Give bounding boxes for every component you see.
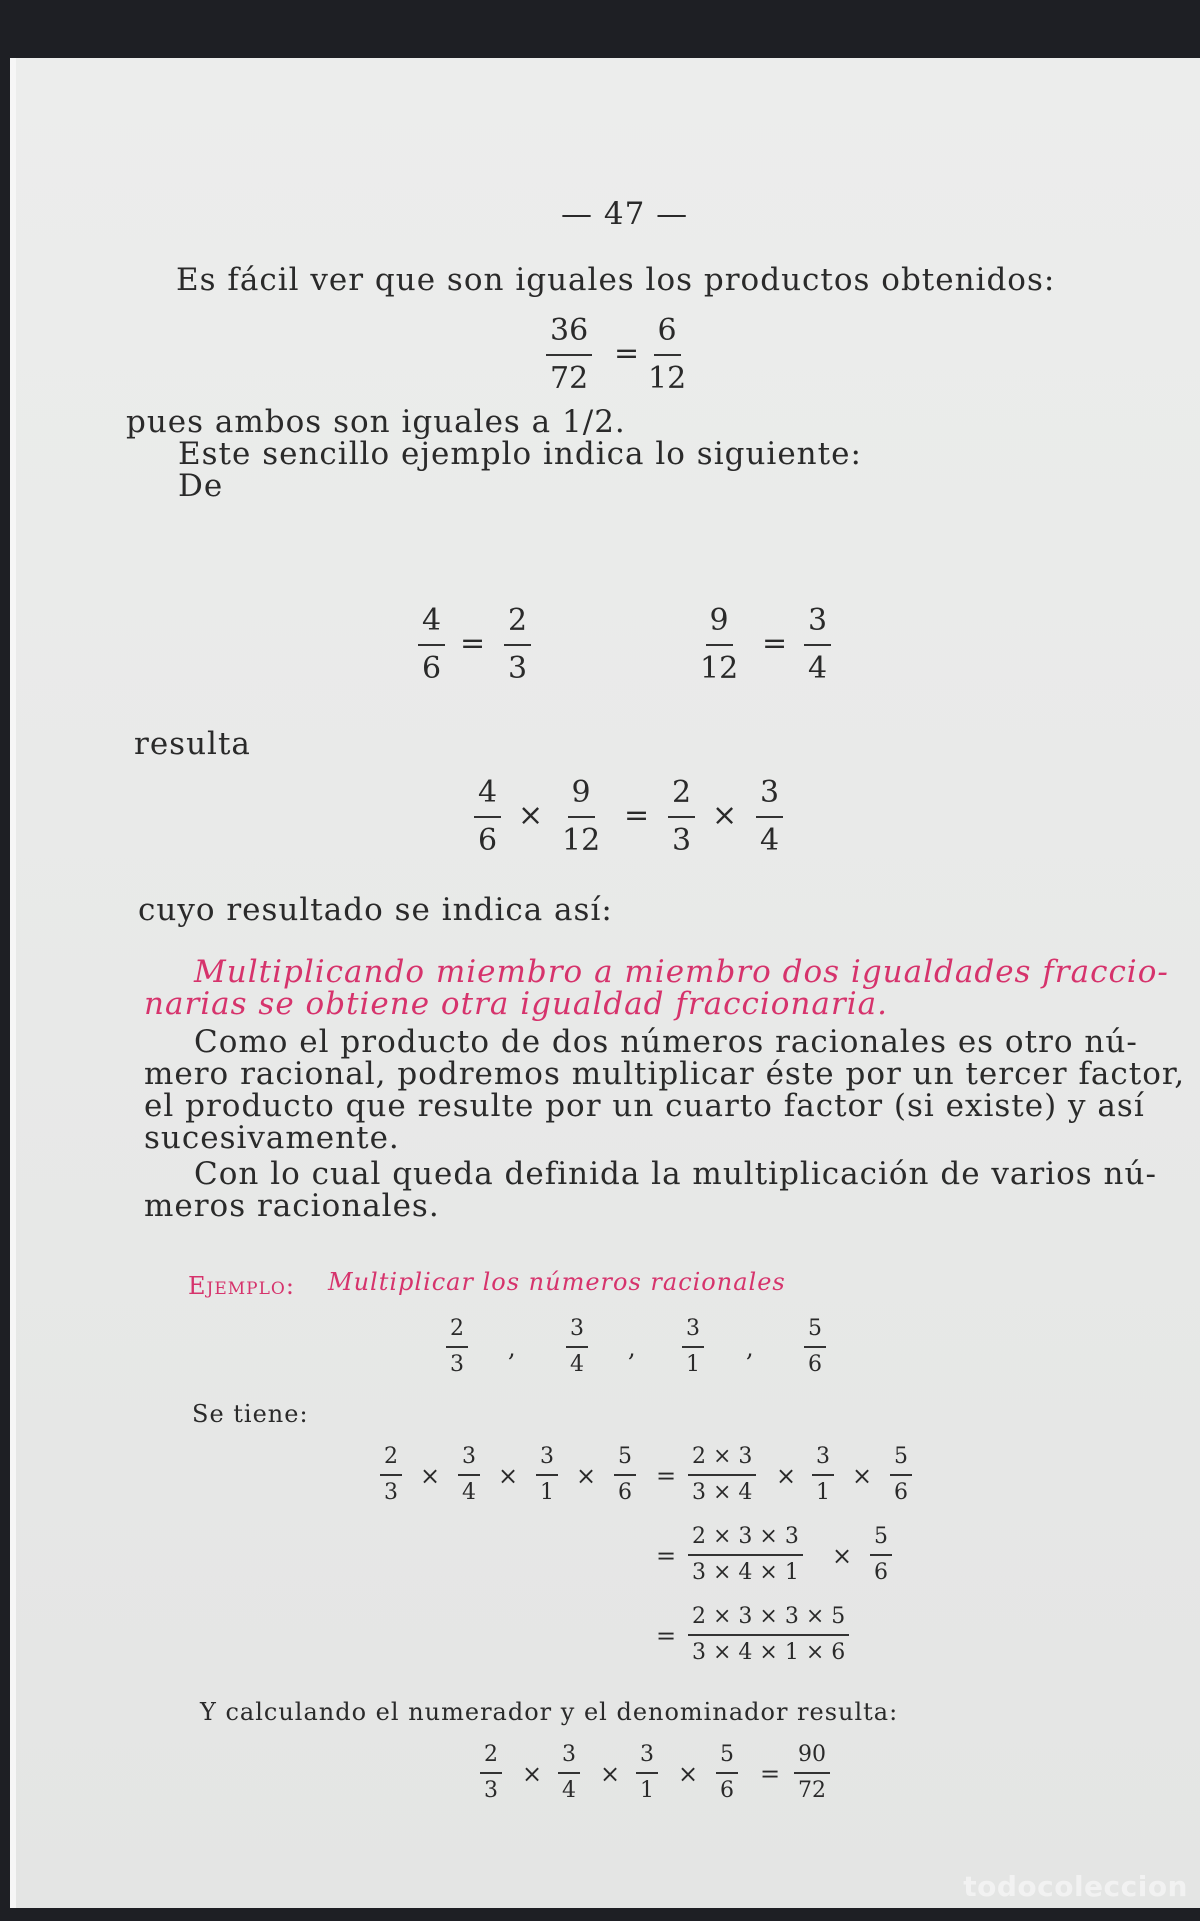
times-sign: × [518,798,544,833]
se-tiene: Se tiene: [192,1400,309,1428]
equals-sign: = [614,336,640,371]
fraction: $\frac{3}{4}$ [566,1318,588,1376]
equals-sign: = [762,626,788,661]
fraction: $\frac{4}{6}$ [418,606,445,684]
fraction: $\frac{2}{3}$ [668,778,695,856]
paragraph-6: cuyo resultado se indica así: [138,892,613,928]
rule-line-1: Multiplicando miembro a miembro dos igualdades fraccio- [194,954,1169,990]
fraction: $\frac{90}{72}$ [794,1744,830,1802]
times-sign: × [832,1542,853,1570]
fraction: $\frac{2 \times 3}{3 \times 4}$ [688,1446,756,1504]
rule-line-2: narias se obtiene otra igualdad fraccionaria. [144,986,888,1022]
page-number: — 47 — [561,196,689,232]
fraction: $\frac{5}{6}$ [890,1446,912,1504]
fraction: $\frac{2 \times 3 \times 3 \times 5}{3 \times 4 \times 1 \times 6}$ [688,1606,849,1664]
fraction: $\frac{3}{1}$ [636,1744,658,1802]
example-text: Multiplicar los números racionales [328,1268,786,1296]
fraction: $\frac{36}{72}$ [546,316,592,394]
fraction: $\frac{3}{4}$ [804,606,831,684]
paragraph-2: pues ambos son iguales a 1/2. [126,404,626,440]
fraction: $\frac{2}{3}$ [480,1744,502,1802]
equals-sign: = [760,1760,781,1788]
times-sign: × [678,1760,699,1788]
comma: , [746,1334,754,1362]
equals-sign: = [656,1542,677,1570]
fraction: $\frac{2}{3}$ [446,1318,468,1376]
paragraph-8-line-1: Con lo cual queda definida la multiplicación de varios nú- [194,1156,1157,1192]
times-sign: × [776,1462,797,1490]
fraction: $\frac{9}{12}$ [700,603,739,686]
fraction: $\frac{2}{3}$ [380,1446,402,1504]
paragraph-7-line-2: mero racional, podremos multiplicar éste por un tercer factor, [144,1056,1186,1092]
fraction: $\frac{4}{6}$ [474,778,501,856]
watermark-logo: todocoleccion [963,1870,1188,1903]
times-sign: × [600,1760,621,1788]
equals-sign: = [656,1622,677,1650]
fraction: $\frac{3}{1}$ [812,1446,834,1504]
paragraph-7-line-3: el producto que resulte por un cuarto factor (si existe) y así [144,1088,1145,1124]
fraction: $\frac{3}{4}$ [756,778,783,856]
paragraph-8-line-2: meros racionales. [144,1188,440,1224]
fraction: $\frac{5}{6}$ [614,1446,636,1504]
paragraph-9: Y calculando el numerador y el denominador resulta: [200,1698,899,1726]
paragraph-3: Este sencillo ejemplo indica lo siguiente: [178,436,862,472]
fraction: $\frac{3}{1}$ [536,1446,558,1504]
times-sign: × [852,1462,873,1490]
equals-sign: = [460,626,486,661]
fraction: $\frac{9}{12}$ [562,775,601,858]
times-sign: × [420,1462,441,1490]
paragraph-5: resulta [134,726,251,762]
fraction: $\frac{6}{12}$ [648,313,687,396]
comma: , [508,1334,516,1362]
times-sign: × [498,1462,519,1490]
fraction: $\frac{5}{6}$ [870,1526,892,1584]
fraction: $\frac{3}{1}$ [682,1318,704,1376]
comma: , [628,1334,636,1362]
equals-sign: = [624,798,650,833]
fraction: $\frac{5}{6}$ [804,1318,826,1376]
fraction: $\frac{2 \times 3 \times 3}{3 \times 4 \times 1}$ [688,1526,803,1584]
paragraph-1: Es fácil ver que son iguales los productos obtenidos: [176,262,1056,298]
times-sign: × [576,1462,597,1490]
paragraph-7-line-1: Como el producto de dos números racionales es otro nú- [194,1024,1138,1060]
equals-sign: = [656,1462,677,1490]
fraction: $\frac{3}{4}$ [558,1744,580,1802]
fraction: $\frac{3}{4}$ [458,1446,480,1504]
times-sign: × [522,1760,543,1788]
example-label: Ejemplo: [188,1272,295,1300]
fraction: $\frac{5}{6}$ [716,1744,738,1802]
book-page [10,58,1200,1908]
paragraph-7-line-4: sucesivamente. [144,1120,400,1156]
times-sign: × [712,798,738,833]
fraction: $\frac{2}{3}$ [504,606,531,684]
paragraph-4: De [178,468,224,504]
